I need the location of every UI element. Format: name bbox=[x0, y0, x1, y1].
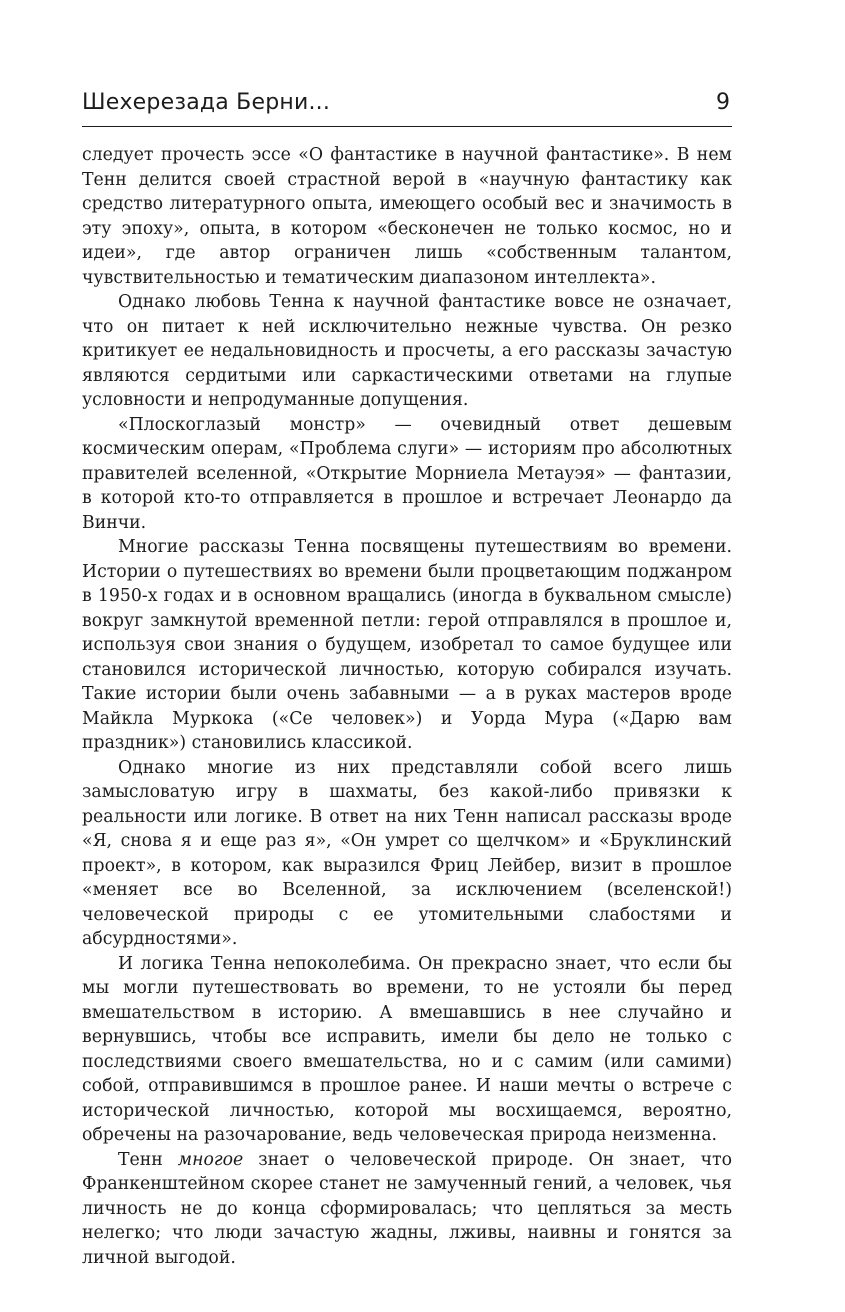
paragraph: Однако любовь Тенна к научной фантастике вовсе не означает, что он питает к ней исключительно нежные чувства. Он резко критикует ее недальновидность и просчеты, а его рассказы зачастую являются сердитыми или саркастическими ответами на глупые условности и непродуманные допущения. bbox=[82, 292, 732, 410]
body-text bbox=[82, 143, 732, 1270]
paragraph: следует прочесть эссе «О фантастике в научной фантастике». В нем Тенн делится своей страстной верой в «научную фантастику как средство литературного опыта, имеющего особый вес и значимость в эту эпоху», опыта, в котором «бесконечен не только космос, но и идеи», где автор ограничен лишь «собственным талантом, чувствительностью и тематическим диапазоном интеллекта». bbox=[82, 145, 732, 288]
paragraph: Однако многие из них представляли собой всего лишь замысловатую игру в шахматы, без какой-либо привязки к реальности или логике. В ответ на них Тенн написал рассказы вроде «Я, снова я и еще раз я», «Он умрет со щелчком» и «Бруклинский проект», в котором, как выразился Фриц Лейбер, визит в прошлое «меняет все во Вселенной, за исключением (вселенской!) человеческой природы с ее утомительными слабостями и абсурдностями». bbox=[82, 757, 732, 949]
emphasized-word: многое bbox=[177, 1149, 244, 1170]
paragraph: «Плоскоглазый монстр» — очевидный ответ дешевым космическим операм, «Проблема слуги» — историям про абсолютных правителей вселенной, «Открытие Морниела Метауэя» — фантазии, в которой кто-то отправляется в прошлое и встречает Леонардо да Винчи. bbox=[82, 414, 732, 533]
running-header bbox=[82, 84, 732, 127]
paragraph-last bbox=[82, 1148, 732, 1271]
paragraph-rest: знает о человеческой природе. Он знает, что Франкенштейном скорее станет не замученный гений, а человек, чья личность не до конца сформировалась; что цепляться за месть нелегко; что люди зачастую жадны, лживы, наивны и гонятся за личной выгодой. bbox=[82, 1149, 732, 1268]
running-title: Шехерезада Берни... bbox=[82, 90, 331, 115]
paragraph-lead: Тенн bbox=[118, 1149, 178, 1170]
paragraph: Многие рассказы Тенна посвящены путешествиям во времени. Истории о путешествиях во времени были процветающим поджанром в 1950-х годах и в основном вращались (иногда в буквальном смысле) вокруг замкнутой временной петли: герой отправлялся в прошлое и, используя свои знания о будущем, изобретал то самое будущее или становился исторической личностью, которую собирался изучать. Такие истории были очень забавными — а в руках мастеров вроде Майкла Муркока («Се человек») и Уорда Мура («Дарю вам праздник») становились классикой. bbox=[82, 537, 732, 753]
page-number: 9 bbox=[716, 90, 730, 115]
paragraph: И логика Тенна непоколебима. Он прекрасно знает, что если бы мы могли путешествовать во времени, то не устояли бы перед вмешательством в историю. А вмешавшись в нее случайно и вернувшись, чтобы все исправить, имели бы дело не только с последствиями своего вмешательства, но и с самим (или самими) собой, отправившимся в прошлое ранее. И наши мечты о встрече с исторической личностью, которой мы восхищаемся, вероятно, обречены на разочарование, ведь человеческая природа неизменна. bbox=[82, 953, 732, 1145]
